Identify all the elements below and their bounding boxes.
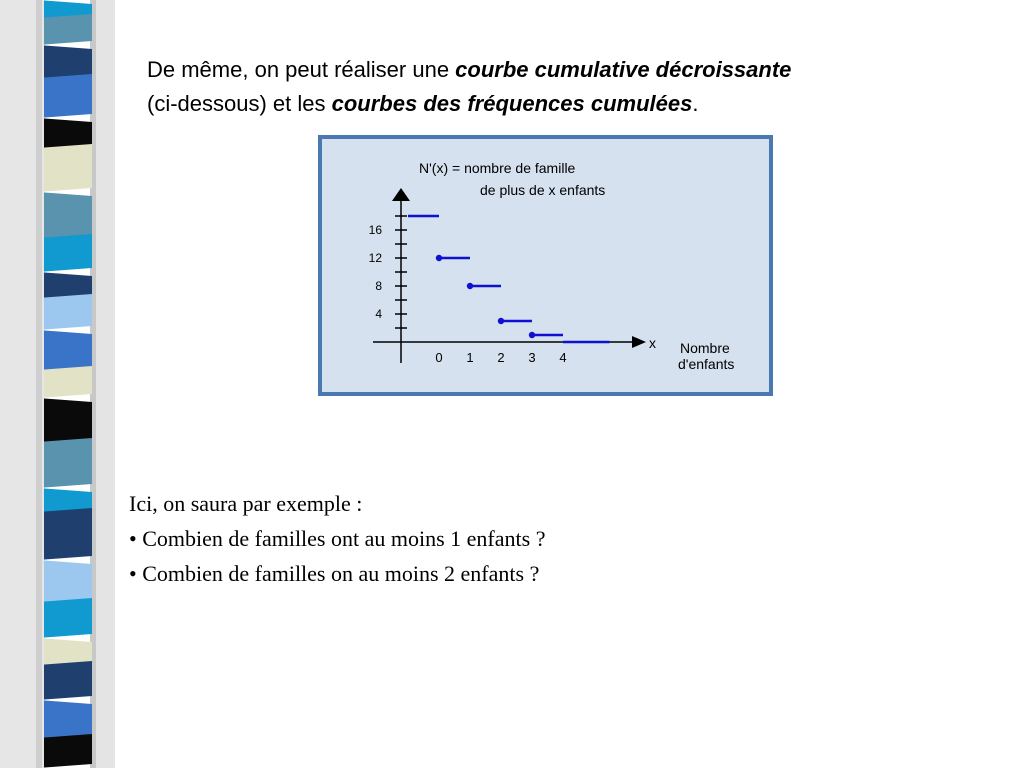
heading-emphasis-2: courbes des fréquences cumulées: [331, 91, 693, 116]
heading-line-1: [147, 53, 1007, 87]
heading-text-1: De même, on peut réaliser une: [147, 57, 456, 82]
y-tick-label: 4: [375, 307, 382, 321]
heading-line-2: [147, 87, 1007, 121]
chart-title-line-1: N'(x) = nombre de famille: [419, 160, 576, 176]
x-tick-label: 0: [435, 350, 443, 365]
x-tick-label: 1: [466, 350, 474, 365]
x-tick-label: 4: [559, 350, 567, 365]
heading-emphasis-1: courbe cumulative décroissante: [455, 57, 792, 82]
step-point: [529, 332, 535, 338]
x-variable-label: x: [649, 335, 656, 351]
decorative-color-strip: [0, 0, 115, 768]
step-point: [436, 255, 442, 261]
heading-text-3: .: [692, 91, 699, 116]
y-tick-label: 16: [368, 223, 382, 237]
heading-text-2: (ci-dessous) et les: [147, 91, 332, 116]
chart-title-line-2: de plus de x enfants: [480, 182, 606, 198]
step-point: [498, 318, 504, 324]
bullet-item-1: • Combien de familles ont au moins 1 enfants ?: [129, 526, 546, 551]
intro-heading: [147, 53, 1007, 121]
x-tick-label: 2: [497, 350, 505, 365]
x-axis-label-line-1: Nombre: [680, 340, 730, 356]
body-intro: Ici, on saura par exemple :: [129, 491, 363, 516]
y-tick-label: 12: [368, 251, 382, 265]
bullet-item-2: • Combien de familles on au moins 2 enfants ?: [129, 561, 540, 586]
y-tick-label: 8: [375, 279, 382, 293]
body-text: [129, 486, 889, 591]
x-axis-label-line-2: d'enfants: [678, 356, 735, 372]
cumulative-curve-chart: [318, 135, 773, 396]
step-point: [467, 283, 473, 289]
x-tick-label: 3: [528, 350, 536, 365]
